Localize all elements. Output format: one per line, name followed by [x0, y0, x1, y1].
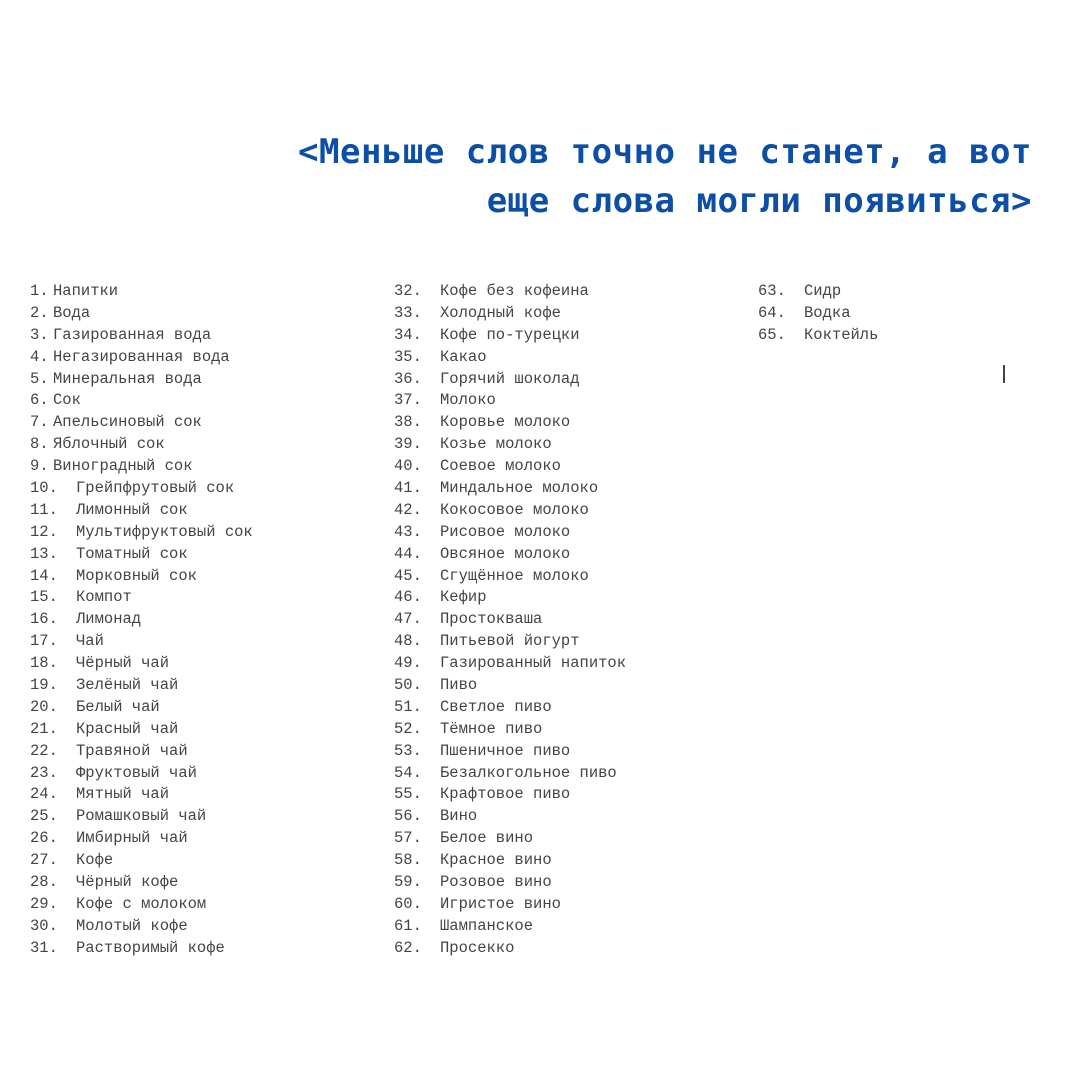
list-item-text: Крафтовое пиво	[440, 785, 571, 804]
list-item-text: Кефир	[440, 588, 487, 607]
list-item-text: Негазированная вода	[53, 347, 230, 366]
list-item-text: Безалкогольное пиво	[440, 763, 617, 782]
list-item-number: 12.	[30, 522, 58, 541]
list-item-number: 57.	[394, 829, 422, 848]
list-item-text: Миндальное молоко	[440, 479, 599, 498]
list-item	[394, 828, 626, 850]
list-item-number: 24.	[30, 785, 58, 804]
list-item-text: Белое вино	[440, 829, 534, 848]
list-item-number: 58.	[394, 851, 422, 870]
list-item-number: 56.	[394, 807, 422, 826]
list-item-text: Сгущённое молоко	[440, 566, 589, 585]
list-item-text: Яблочный сок	[53, 435, 165, 454]
list-item	[394, 938, 626, 960]
list-item-text: Лимонад	[76, 610, 142, 629]
list-item	[394, 806, 626, 828]
list-item-number: 4.	[30, 347, 49, 366]
list-item-text: Травяной чай	[76, 741, 188, 760]
list-item-number: 7.	[30, 413, 49, 432]
list-item-text: Тёмное пиво	[440, 719, 543, 738]
list-item	[394, 281, 626, 303]
list-item-number: 36.	[394, 369, 422, 388]
list-item-text: Кофе с молоком	[76, 894, 207, 913]
list-item-text: Рисовое молоко	[440, 522, 571, 541]
list-item-number: 32.	[394, 282, 422, 300]
list-item-text: Растворимый кофе	[76, 938, 225, 957]
list-item-number: 51.	[394, 697, 422, 716]
list-item-text: Зелёный чай	[76, 676, 179, 695]
list-item-number: 13.	[30, 544, 58, 563]
word-list-column-2	[394, 281, 626, 960]
list-item-text: Сок	[53, 391, 81, 410]
word-list-column-3	[758, 281, 878, 347]
list-item	[30, 763, 253, 785]
list-item	[30, 741, 253, 763]
list-item-number: 43.	[394, 522, 422, 541]
list-item-text: Мультифруктовый сок	[76, 522, 253, 541]
list-item-text: Апельсиновый сок	[53, 413, 202, 432]
list-item	[30, 631, 253, 653]
list-item-text: Фруктовый чай	[76, 763, 197, 782]
list-item	[30, 938, 253, 960]
list-item	[394, 500, 626, 522]
list-item-text: Просекко	[440, 938, 515, 957]
list-item-number: 20.	[30, 697, 58, 716]
list-item-number: 30.	[30, 916, 58, 935]
list-item	[30, 697, 253, 719]
list-item-number: 19.	[30, 676, 58, 695]
list-item-number: 46.	[394, 588, 422, 607]
list-item	[394, 916, 626, 938]
list-item-number: 52.	[394, 719, 422, 738]
list-item	[30, 544, 253, 566]
list-item-number: 33.	[394, 303, 422, 322]
list-item	[30, 872, 253, 894]
list-item-number: 6.	[30, 391, 49, 410]
list-item	[394, 850, 626, 872]
list-item-text: Кофе без кофеина	[440, 282, 589, 300]
list-item	[394, 872, 626, 894]
list-item-number: 16.	[30, 610, 58, 629]
list-item-number: 54.	[394, 763, 422, 782]
list-item	[758, 325, 878, 347]
list-item-text: Соевое молоко	[440, 457, 561, 476]
list-item	[394, 741, 626, 763]
list-item	[30, 566, 253, 588]
list-item-text: Водка	[804, 303, 851, 322]
list-item	[30, 916, 253, 938]
list-item	[394, 653, 626, 675]
list-item	[758, 281, 878, 303]
list-item-number: 29.	[30, 894, 58, 913]
list-item-number: 53.	[394, 741, 422, 760]
list-item-text: Молотый кофе	[76, 916, 188, 935]
list-item	[394, 325, 626, 347]
list-item	[394, 434, 626, 456]
list-item	[394, 369, 626, 391]
list-item-number: 48.	[394, 632, 422, 651]
list-item	[394, 566, 626, 588]
list-item-number: 40.	[394, 457, 422, 476]
list-item	[30, 434, 253, 456]
list-item-number: 25.	[30, 807, 58, 826]
list-item-number: 23.	[30, 763, 58, 782]
list-item-number: 31.	[30, 938, 58, 957]
list-item	[30, 609, 253, 631]
list-item-number: 9.	[30, 457, 49, 476]
list-item-number: 8.	[30, 435, 49, 454]
list-item-number: 49.	[394, 654, 422, 673]
list-item	[30, 390, 253, 412]
list-item-text: Козье молоко	[440, 435, 552, 454]
list-item	[30, 500, 253, 522]
list-item-number: 65.	[758, 325, 786, 344]
headline-line-1: <Меньше слов точно не станет, а вот	[298, 132, 1032, 172]
list-item-number: 22.	[30, 741, 58, 760]
list-item-number: 3.	[30, 325, 49, 344]
list-item-text: Красный чай	[76, 719, 179, 738]
list-item-number: 45.	[394, 566, 422, 585]
list-item	[30, 828, 253, 850]
list-item-text: Томатный сок	[76, 544, 188, 563]
list-item-number: 34.	[394, 325, 422, 344]
list-item-text: Газированный напиток	[440, 654, 627, 673]
list-item-text: Питьевой йогурт	[440, 632, 580, 651]
list-item-text: Пшеничное пиво	[440, 741, 571, 760]
list-item	[394, 609, 626, 631]
list-item-text: Молоко	[440, 391, 496, 410]
list-item	[394, 390, 626, 412]
list-item-number: 62.	[394, 938, 422, 957]
list-item	[758, 303, 878, 325]
list-item-text: Морковный сок	[76, 566, 197, 585]
list-item-number: 63.	[758, 282, 786, 300]
list-item-text: Мятный чай	[76, 785, 170, 804]
list-item	[394, 631, 626, 653]
list-item-number: 55.	[394, 785, 422, 804]
list-item-text: Коктейль	[804, 325, 879, 344]
list-item-number: 27.	[30, 851, 58, 870]
list-item	[394, 522, 626, 544]
list-item-text: Имбирный чай	[76, 829, 188, 848]
list-item-number: 47.	[394, 610, 422, 629]
list-item	[394, 675, 626, 697]
list-item-text: Грейпфрутовый сок	[76, 479, 235, 498]
headline-line-2: еще слова могли появиться>	[486, 181, 1032, 221]
list-item-number: 11.	[30, 500, 58, 519]
list-item	[394, 478, 626, 500]
list-item-number: 35.	[394, 347, 422, 366]
word-list-column-1	[30, 281, 253, 960]
list-item-text: Кокосовое молоко	[440, 500, 589, 519]
list-item-text: Красное вино	[440, 851, 552, 870]
list-item-number: 37.	[394, 391, 422, 410]
list-item	[30, 412, 253, 434]
list-item	[30, 369, 253, 391]
list-item-number: 15.	[30, 588, 58, 607]
list-item	[394, 303, 626, 325]
list-item-text: Компот	[76, 588, 132, 607]
list-item-text: Вино	[440, 807, 478, 826]
list-item	[30, 522, 253, 544]
list-item-text: Чёрный чай	[76, 654, 170, 673]
list-item-number: 41.	[394, 479, 422, 498]
list-item	[394, 544, 626, 566]
list-item-text: Простокваша	[440, 610, 543, 629]
list-item-text: Виноградный сок	[53, 457, 193, 476]
list-item-number: 26.	[30, 829, 58, 848]
list-item	[394, 587, 626, 609]
list-item	[30, 719, 253, 741]
list-item	[394, 894, 626, 916]
list-item-number: 14.	[30, 566, 58, 585]
list-item-number: 59.	[394, 873, 422, 892]
list-item-text: Напитки	[53, 282, 119, 300]
list-item-number: 50.	[394, 676, 422, 695]
list-item	[30, 456, 253, 478]
list-item-number: 44.	[394, 544, 422, 563]
list-item-number: 64.	[758, 303, 786, 322]
list-item-text: Лимонный сок	[76, 500, 188, 519]
list-item-number: 28.	[30, 873, 58, 892]
list-item	[394, 763, 626, 785]
list-item	[30, 806, 253, 828]
list-item-number: 61.	[394, 916, 422, 935]
list-item	[30, 478, 253, 500]
list-item	[394, 412, 626, 434]
list-item-number: 38.	[394, 413, 422, 432]
list-item	[394, 697, 626, 719]
list-item	[394, 347, 626, 369]
list-item-text: Холодный кофе	[440, 303, 561, 322]
list-item-number: 5.	[30, 369, 49, 388]
list-item-text: Шампанское	[440, 916, 534, 935]
list-item-text: Газированная вода	[53, 325, 212, 344]
list-item-text: Горячий шоколад	[440, 369, 580, 388]
list-item-text: Кофе по-турецки	[440, 325, 580, 344]
list-item-number: 18.	[30, 654, 58, 673]
list-item-text: Игристое вино	[440, 894, 561, 913]
list-item-number: 10.	[30, 479, 58, 498]
list-item-text: Минеральная вода	[53, 369, 202, 388]
list-item-text: Сидр	[804, 282, 842, 300]
list-item	[30, 281, 253, 303]
list-item-number: 21.	[30, 719, 58, 738]
list-item	[30, 587, 253, 609]
list-item-text: Кофе	[76, 851, 114, 870]
text-cursor	[1003, 365, 1005, 383]
list-item-number: 1.	[30, 282, 49, 300]
list-item	[30, 325, 253, 347]
list-item	[394, 784, 626, 806]
list-item	[30, 303, 253, 325]
list-item-number: 2.	[30, 303, 49, 322]
list-item	[30, 675, 253, 697]
list-item-text: Розовое вино	[440, 873, 552, 892]
list-item	[30, 894, 253, 916]
list-item-text: Пиво	[440, 676, 478, 695]
list-item-text: Светлое пиво	[440, 697, 552, 716]
list-item-text: Коровье молоко	[440, 413, 571, 432]
list-item-text: Вода	[53, 303, 91, 322]
list-item-text: Овсяное молоко	[440, 544, 571, 563]
list-item-number: 60.	[394, 894, 422, 913]
list-item-number: 17.	[30, 632, 58, 651]
headline	[212, 128, 1032, 226]
list-item	[394, 456, 626, 478]
list-item-text: Чай	[76, 632, 104, 651]
list-item-text: Какао	[440, 347, 487, 366]
list-item-text: Ромашковый чай	[76, 807, 207, 826]
list-item-number: 42.	[394, 500, 422, 519]
list-item	[394, 719, 626, 741]
list-item	[30, 784, 253, 806]
list-item-number: 39.	[394, 435, 422, 454]
list-item-text: Чёрный кофе	[76, 873, 179, 892]
list-item	[30, 850, 253, 872]
list-item	[30, 653, 253, 675]
list-item	[30, 347, 253, 369]
list-item-text: Белый чай	[76, 697, 160, 716]
